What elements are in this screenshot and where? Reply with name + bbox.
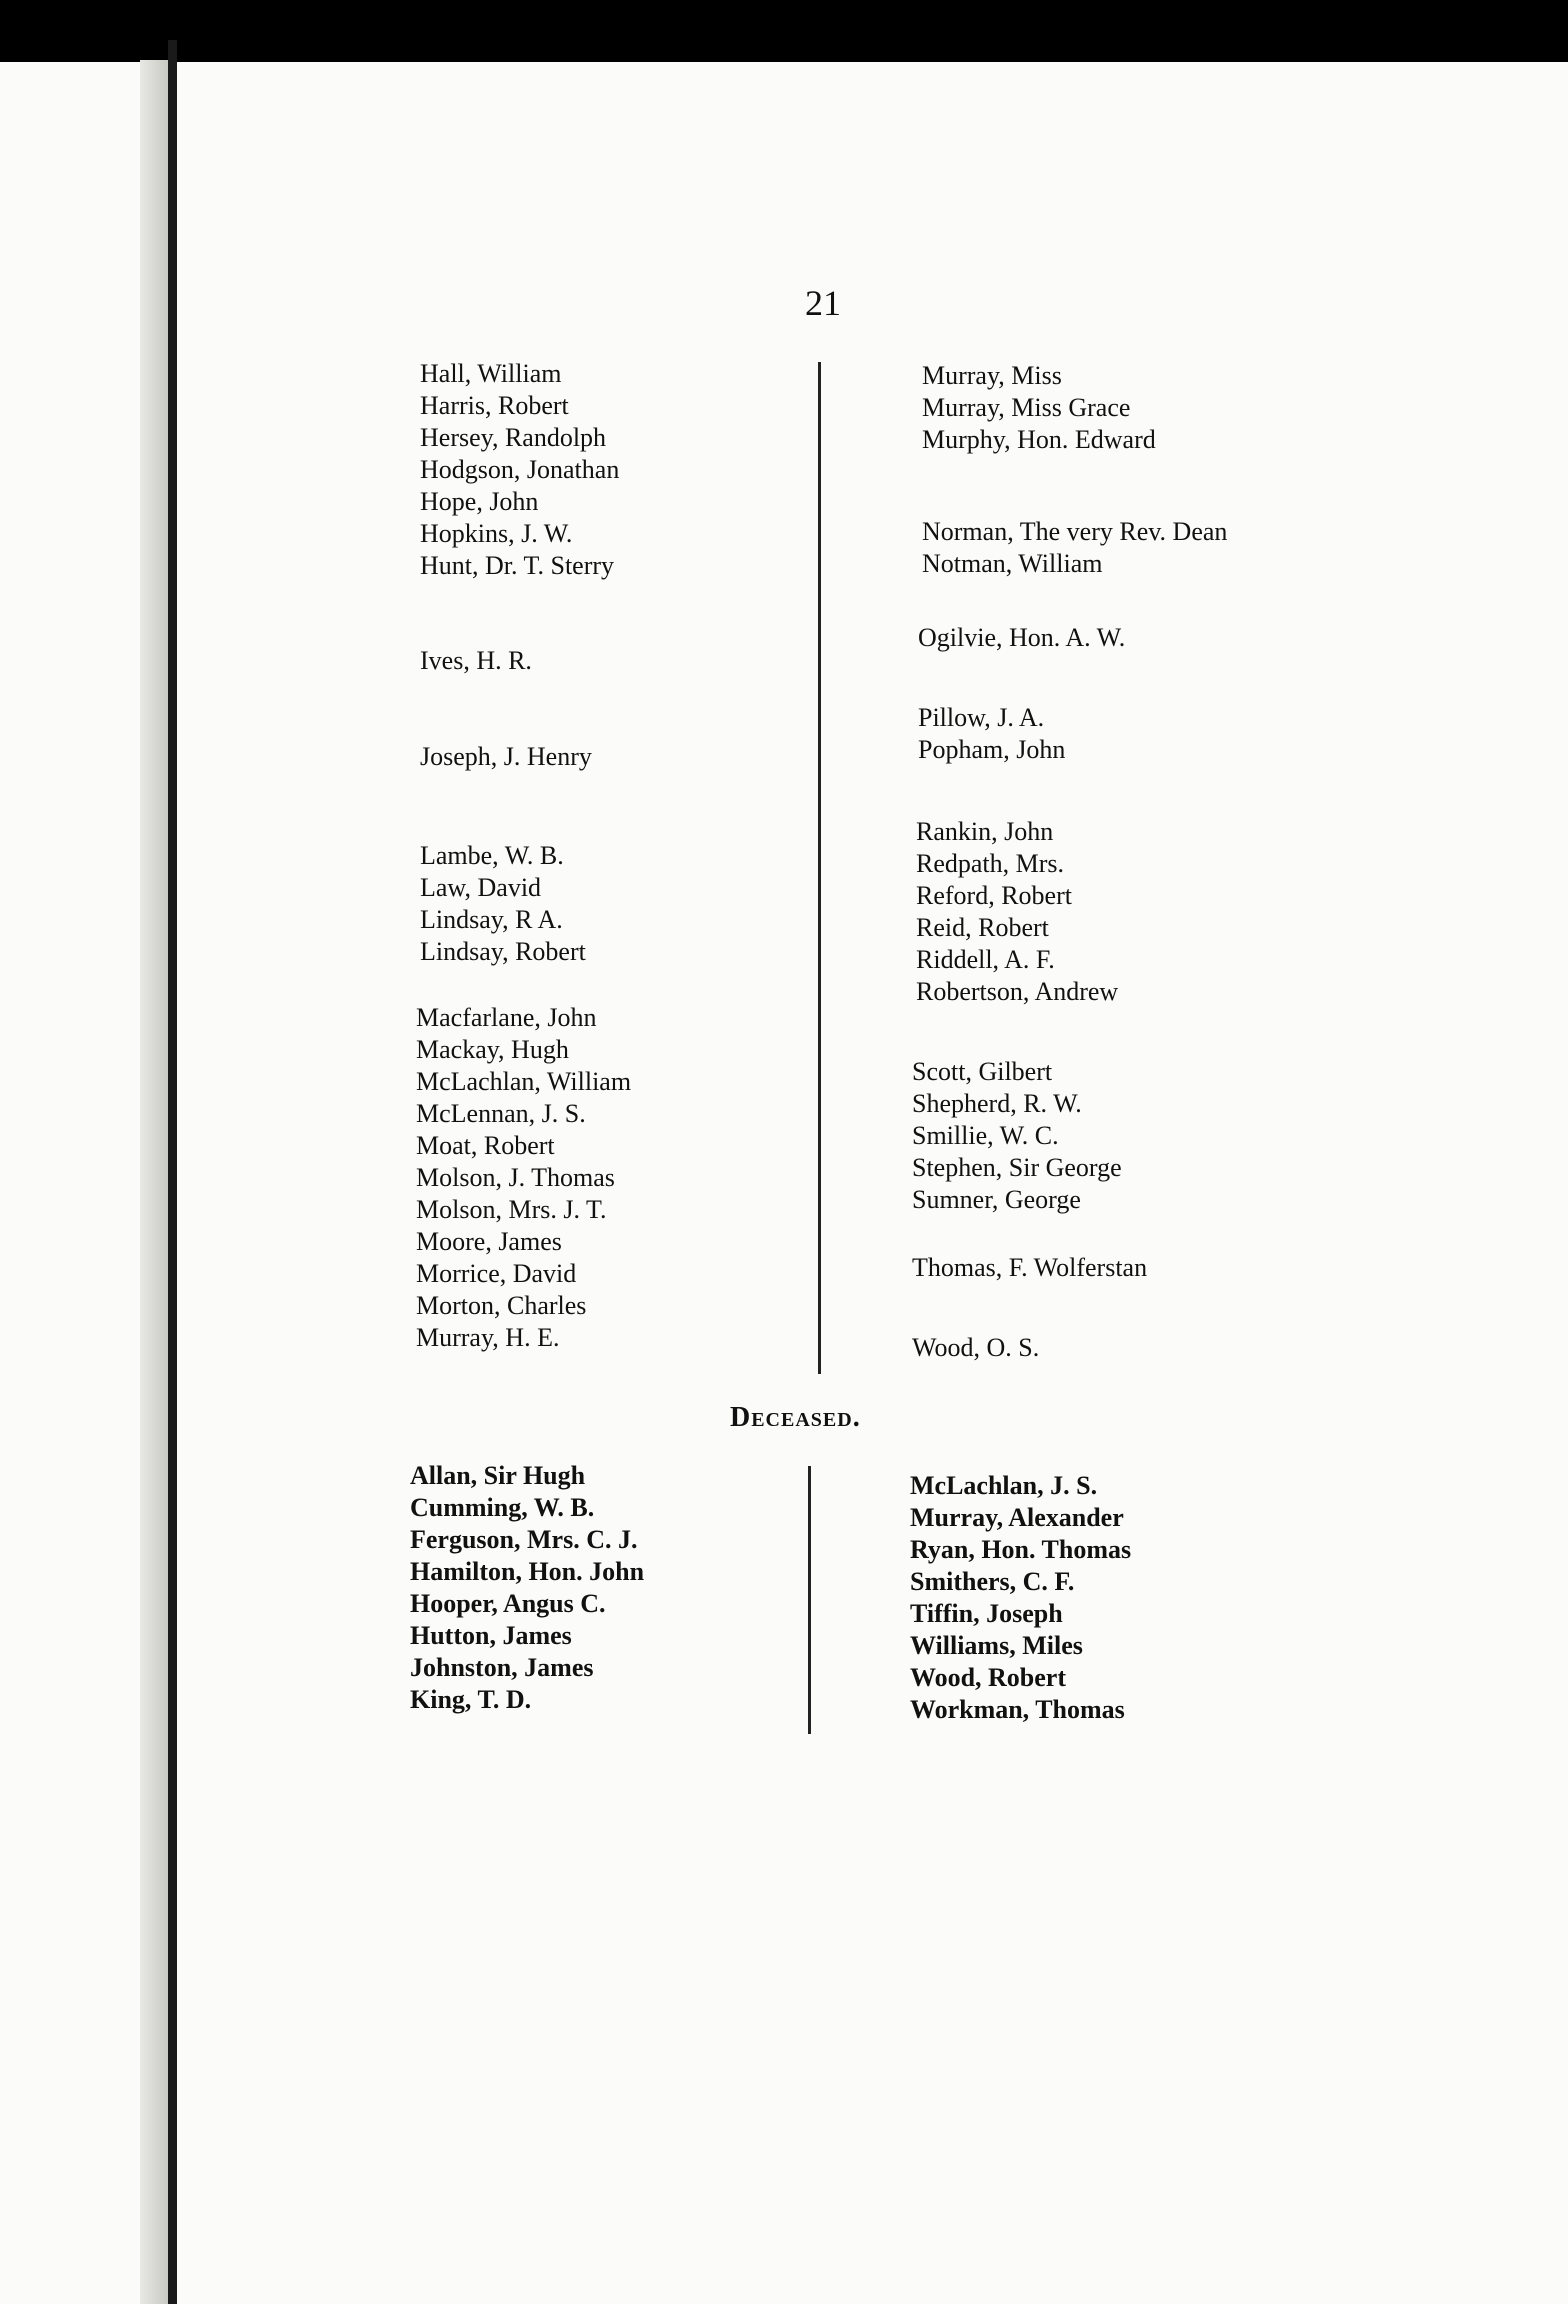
member-name: Redpath, Mrs. bbox=[916, 849, 1065, 878]
deceased-name: Cumming, W. B. bbox=[410, 1493, 595, 1522]
member-name: Harris, Robert bbox=[420, 391, 569, 420]
member-name: Ives, H. R. bbox=[420, 646, 532, 675]
member-name: Popham, John bbox=[918, 735, 1066, 764]
member-name: Wood, O. S. bbox=[912, 1333, 1040, 1362]
member-name: Murray, Miss bbox=[922, 361, 1062, 390]
members-right-block-1 bbox=[922, 360, 1156, 456]
member-name: Lindsay, R A. bbox=[420, 905, 563, 934]
deceased-name: Hooper, Angus C. bbox=[410, 1589, 606, 1618]
deceased-name: Wood, Robert bbox=[910, 1663, 1066, 1692]
member-name: Ogilvie, Hon. A. W. bbox=[918, 623, 1126, 652]
member-name: Molson, J. Thomas bbox=[416, 1163, 615, 1192]
deceased-name: Hutton, James bbox=[410, 1621, 572, 1650]
deceased-left-column bbox=[410, 1460, 644, 1716]
members-right-block-3 bbox=[918, 622, 1125, 654]
member-name: Hopkins, J. W. bbox=[420, 519, 573, 548]
member-name: Murray, Miss Grace bbox=[922, 393, 1131, 422]
member-name: Riddell, A. F. bbox=[916, 945, 1055, 974]
members-right-block-4 bbox=[918, 702, 1065, 766]
member-name: Robertson, Andrew bbox=[916, 977, 1119, 1006]
member-name: Murray, H. E. bbox=[416, 1323, 560, 1352]
deceased-name: Hamilton, Hon. John bbox=[410, 1557, 645, 1586]
member-name: Sumner, George bbox=[912, 1185, 1081, 1214]
deceased-name: Tiffin, Joseph bbox=[910, 1599, 1063, 1628]
members-left-block-2 bbox=[420, 645, 532, 677]
member-name: McLennan, J. S. bbox=[416, 1099, 586, 1128]
member-name: Hope, John bbox=[420, 487, 539, 516]
member-name: Stephen, Sir George bbox=[912, 1153, 1122, 1182]
member-name: Mackay, Hugh bbox=[416, 1035, 569, 1064]
deceased-name: Workman, Thomas bbox=[910, 1695, 1125, 1724]
deceased-column-divider bbox=[808, 1466, 811, 1734]
member-name: Norman, The very Rev. Dean bbox=[922, 517, 1228, 546]
members-right-block-8 bbox=[912, 1332, 1039, 1364]
member-name: Reid, Robert bbox=[916, 913, 1049, 942]
member-name: Hall, William bbox=[420, 359, 562, 388]
deceased-right-column bbox=[910, 1470, 1131, 1726]
member-name: Moore, James bbox=[416, 1227, 562, 1256]
scan-top-border bbox=[0, 0, 1568, 62]
member-name: Smillie, W. C. bbox=[912, 1121, 1059, 1150]
column-divider bbox=[818, 362, 821, 1374]
members-left-block-3 bbox=[420, 741, 592, 773]
member-name: Macfarlane, John bbox=[416, 1003, 597, 1032]
document-page bbox=[0, 60, 1568, 2304]
member-name: Moat, Robert bbox=[416, 1131, 555, 1160]
deceased-name: McLachlan, J. S. bbox=[910, 1471, 1098, 1500]
member-name: Rankin, John bbox=[916, 817, 1054, 846]
members-right-block-6 bbox=[912, 1056, 1122, 1216]
deceased-name: Ryan, Hon. Thomas bbox=[910, 1535, 1132, 1564]
member-name: Murphy, Hon. Edward bbox=[922, 425, 1156, 454]
deceased-name: Smithers, C. F. bbox=[910, 1567, 1075, 1596]
member-name: Pillow, J. A. bbox=[918, 703, 1045, 732]
members-right-block-2 bbox=[922, 516, 1227, 580]
deceased-name: King, T. D. bbox=[410, 1685, 532, 1714]
member-name: Thomas, F. Wolferstan bbox=[912, 1253, 1148, 1282]
member-name: Morton, Charles bbox=[416, 1291, 587, 1320]
member-name: McLachlan, William bbox=[416, 1067, 632, 1096]
member-name: Reford, Robert bbox=[916, 881, 1072, 910]
member-name: Joseph, J. Henry bbox=[420, 742, 592, 771]
members-right-block-5 bbox=[916, 816, 1118, 1008]
deceased-heading: Deceased. bbox=[730, 1402, 861, 1433]
member-name: Molson, Mrs. J. T. bbox=[416, 1195, 607, 1224]
members-left-block-1 bbox=[420, 358, 619, 582]
member-name: Hodgson, Jonathan bbox=[420, 455, 620, 484]
deceased-name: Williams, Miles bbox=[910, 1631, 1083, 1660]
member-name: Shepherd, R. W. bbox=[912, 1089, 1082, 1118]
members-left-block-4 bbox=[420, 840, 586, 968]
member-name: Lambe, W. B. bbox=[420, 841, 564, 870]
deceased-name: Ferguson, Mrs. C. J. bbox=[410, 1525, 638, 1554]
member-name: Morrice, David bbox=[416, 1259, 577, 1288]
deceased-name: Allan, Sir Hugh bbox=[410, 1461, 586, 1490]
members-left-block-5 bbox=[416, 1002, 631, 1354]
binding-shadow bbox=[140, 60, 168, 2304]
member-name: Hersey, Randolph bbox=[420, 423, 607, 452]
deceased-name: Johnston, James bbox=[410, 1653, 594, 1682]
binding-spine bbox=[168, 40, 177, 2304]
member-name: Law, David bbox=[420, 873, 542, 902]
member-name: Lindsay, Robert bbox=[420, 937, 586, 966]
members-right-block-7 bbox=[912, 1252, 1147, 1284]
deceased-name: Murray, Alexander bbox=[910, 1503, 1124, 1532]
member-name: Scott, Gilbert bbox=[912, 1057, 1053, 1086]
member-name: Notman, William bbox=[922, 549, 1103, 578]
member-name: Hunt, Dr. T. Sterry bbox=[420, 551, 615, 580]
page-number: 21 bbox=[805, 283, 841, 323]
